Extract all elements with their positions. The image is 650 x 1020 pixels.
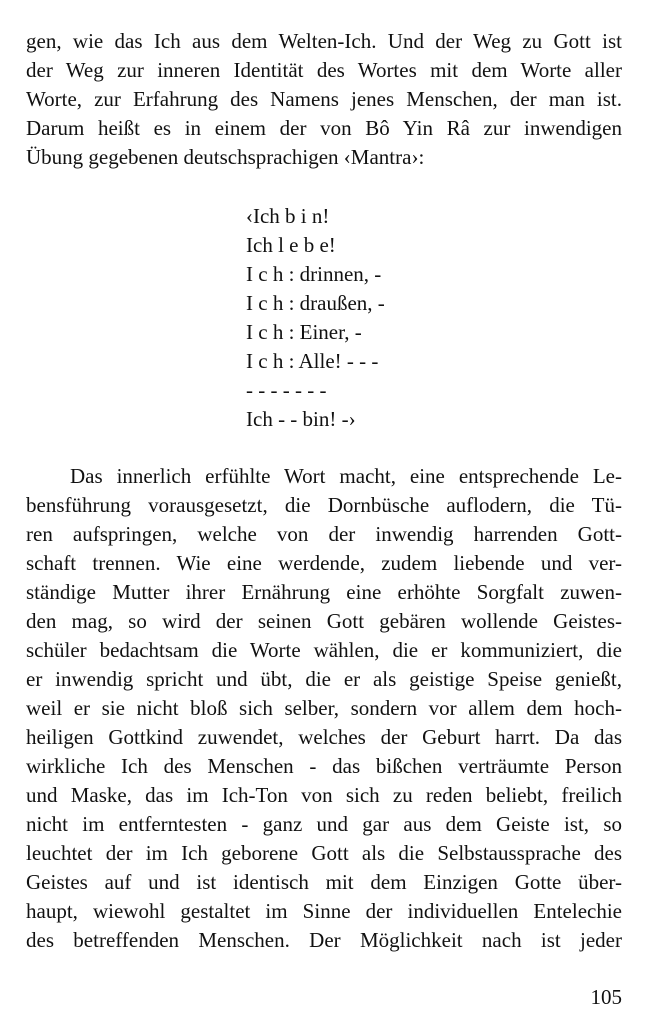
- text-line: ständige Mutter ihrer Ernährung eine erhöhte Sorgfalt zuwen-: [26, 580, 622, 604]
- mantra-line: Ich l e b e!: [246, 233, 336, 257]
- page-number: 105: [590, 985, 622, 1009]
- mantra-line: - - - - - - -: [246, 378, 327, 402]
- text-line: heiligen Gottkind zuwendet, welches der Geburt harrt. Da das: [26, 725, 622, 749]
- mantra-line: ‹Ich b i n!: [246, 204, 330, 228]
- text-line: bensführung vorausgesetzt, die Dornbüsche auflodern, die Tü-: [26, 493, 622, 517]
- text-line: er inwendig spricht und übt, die er als geistige Speise genießt,: [26, 667, 622, 691]
- mantra-line: I c h : draußen, -: [246, 291, 385, 315]
- text-line: des betreffenden Menschen. Der Möglichkeit nach ist jeder: [26, 928, 622, 952]
- text-line: gen, wie das Ich aus dem Welten-Ich. Und der Weg zu Gott ist: [26, 29, 622, 53]
- text-line: und Maske, das im Ich-Ton von sich zu reden beliebt, freilich: [26, 783, 622, 807]
- text-line: schüler bedachtsam die Worte wählen, die er kommuniziert, die: [26, 638, 622, 662]
- text-line: Worte, zur Erfahrung des Namens jenes Menschen, der man ist.: [26, 87, 622, 111]
- text-line: haupt, wiewohl gestaltet im Sinne der individuellen Entelechie: [26, 899, 622, 923]
- text-line: weil er sie nicht bloß sich selber, sondern vor allem dem hoch-: [26, 696, 622, 720]
- text-line: leuchtet der im Ich geborene Gott als die Selbstaussprache des: [26, 841, 622, 865]
- text-line: Darum heißt es in einem der von Bô Yin Râ zur inwendigen: [26, 116, 622, 140]
- text-line: Übung gegebenen deutschsprachigen ‹Mantra›:: [26, 145, 425, 169]
- text-line: ren aufspringen, welche von der inwendig harrenden Gott-: [26, 522, 622, 546]
- text-line: wirkliche Ich des Menschen - das bißchen verträumte Person: [26, 754, 622, 778]
- text-line: schaft trennen. Wie eine werdende, zudem liebende und ver-: [26, 551, 622, 575]
- text-line: Geistes auf und ist identisch mit dem Einzigen Gotte über-: [26, 870, 622, 894]
- mantra-line: I c h : drinnen, -: [246, 262, 382, 286]
- mantra-line: I c h : Alle! - - -: [246, 349, 379, 373]
- text-line: nicht im entferntesten - ganz und gar aus dem Geiste ist, so: [26, 812, 622, 836]
- mantra-line: I c h : Einer, -: [246, 320, 362, 344]
- text-line: Das innerlich erfühlte Wort macht, eine entsprechende Le-: [70, 464, 622, 488]
- mantra-line: Ich - - bin! -›: [246, 407, 356, 431]
- text-line: den mag, so wird der seinen Gott gebären wollende Geistes-: [26, 609, 622, 633]
- text-line: der Weg zur inneren Identität des Wortes mit dem Worte aller: [26, 58, 622, 82]
